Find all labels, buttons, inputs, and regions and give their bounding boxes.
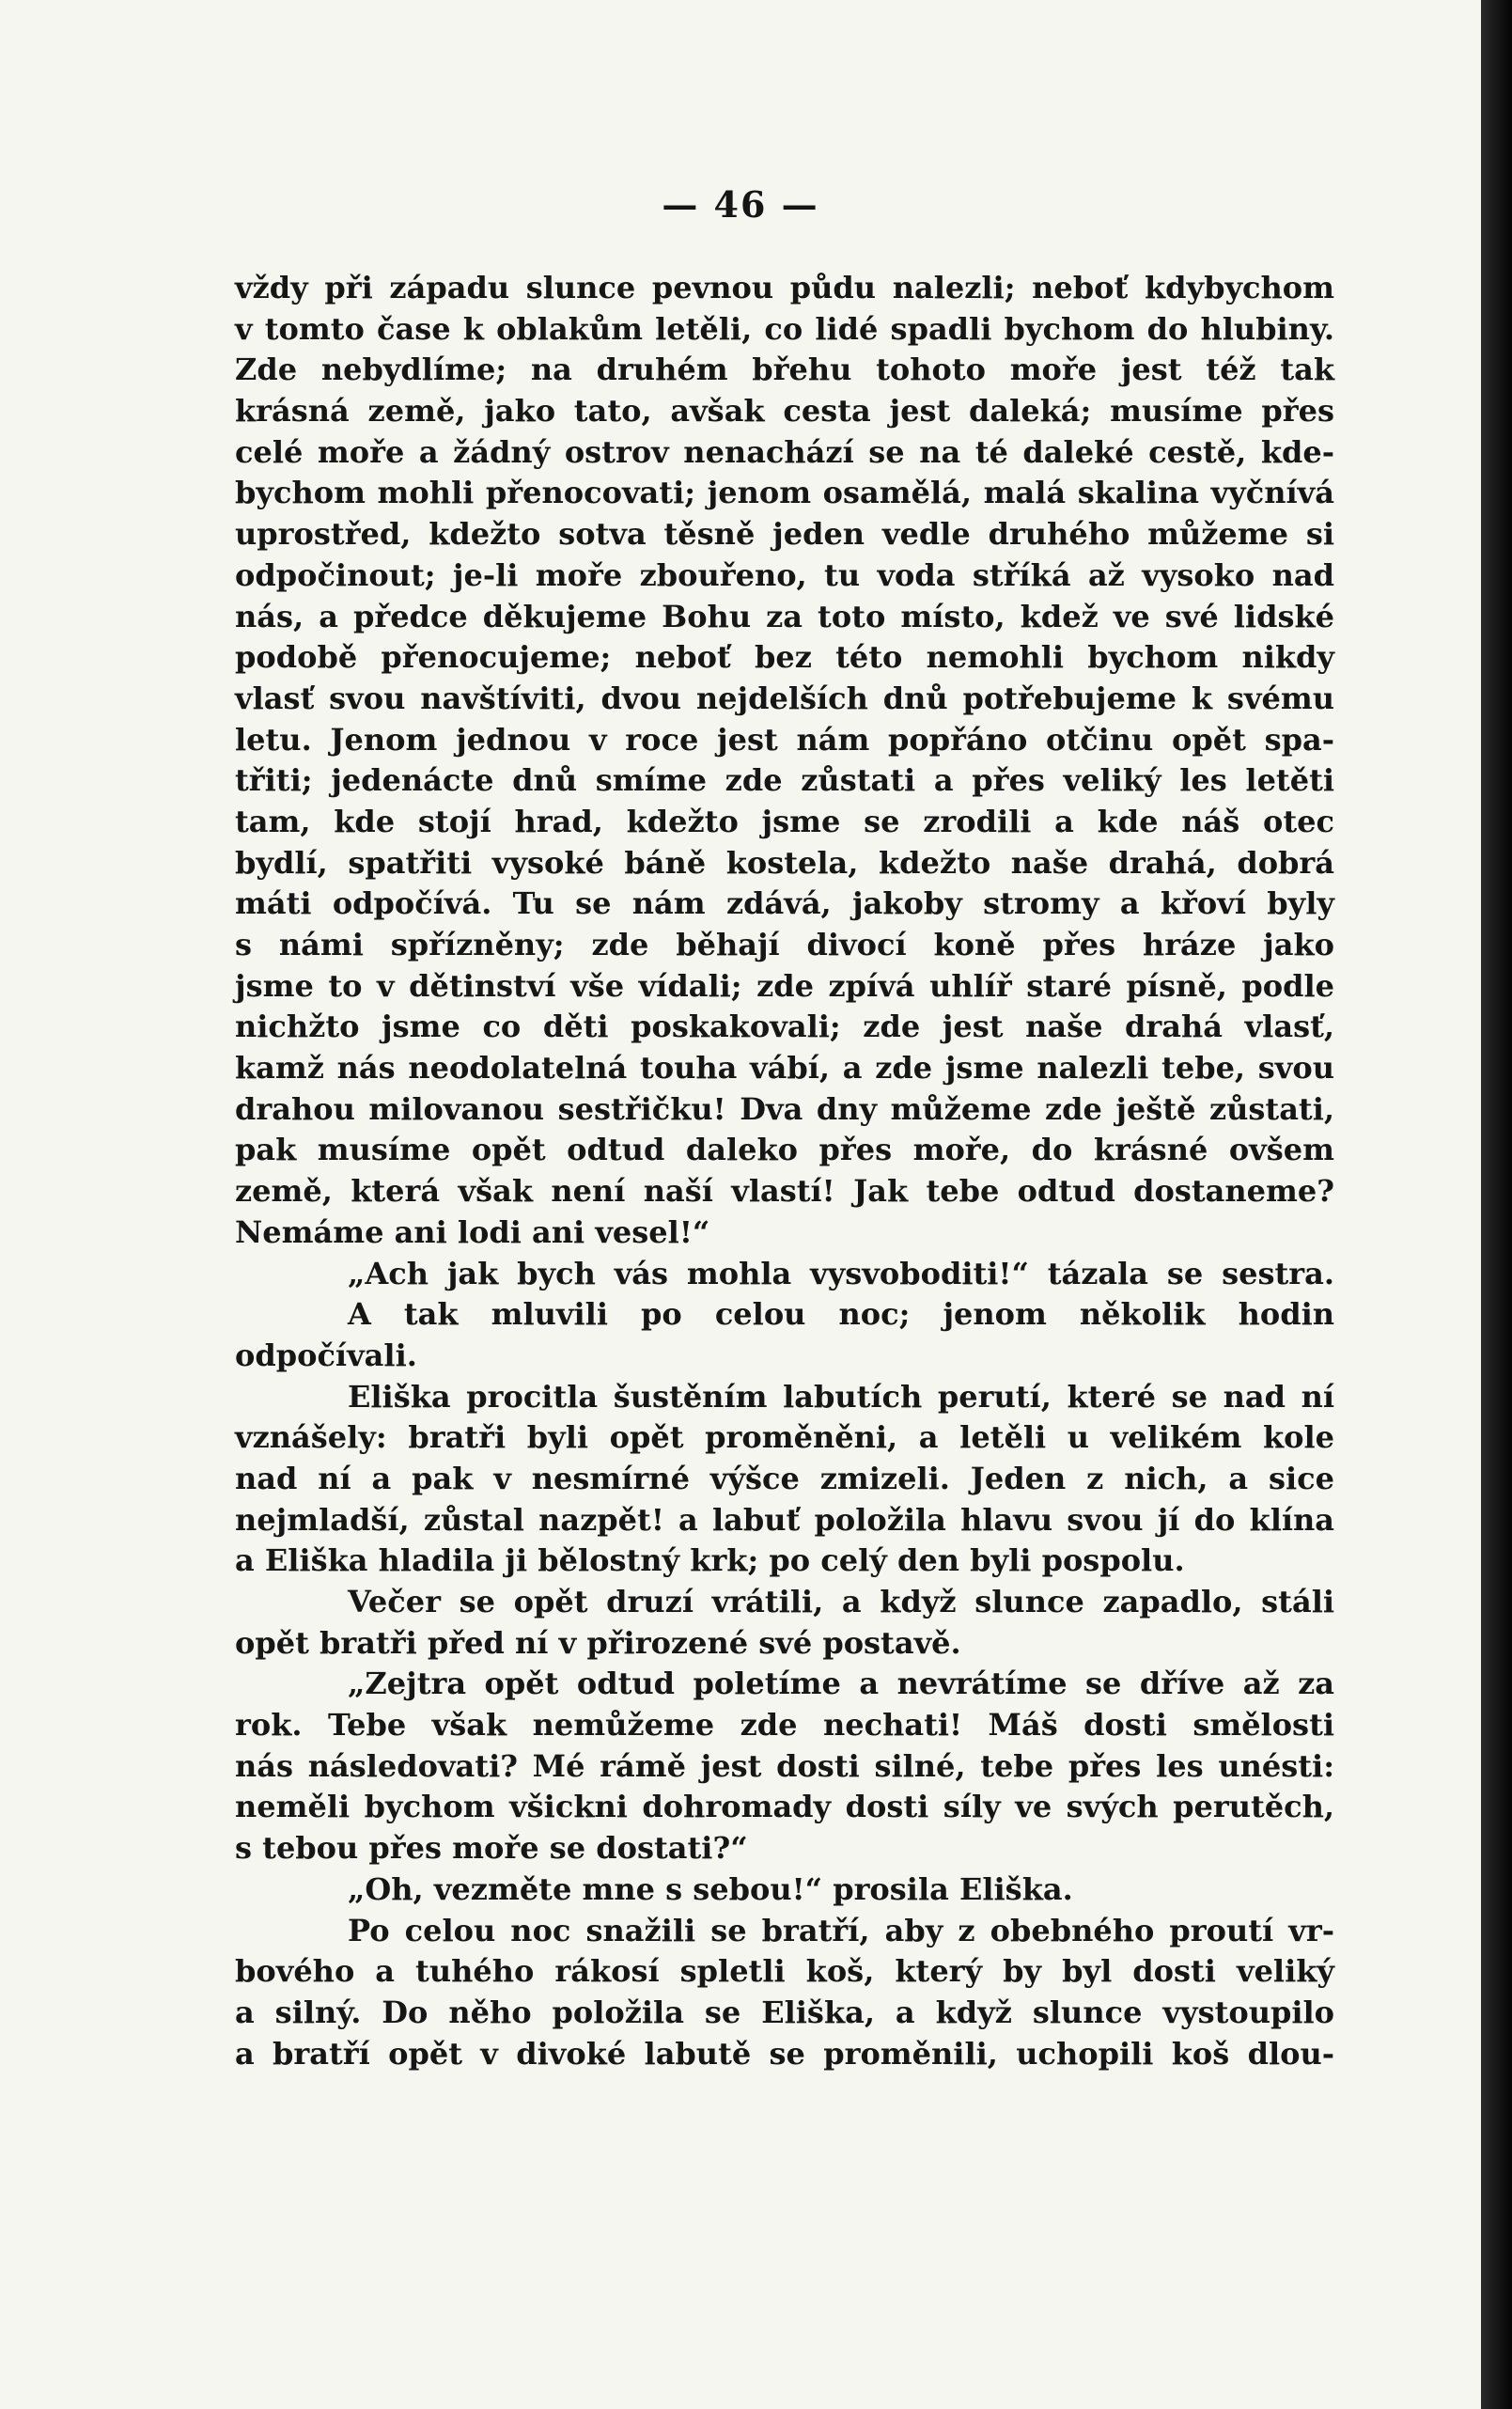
text-line: celé moře a žádný ostrov nenachází se na té daleké cestě, kde- — [235, 433, 1334, 470]
text-line: „Oh, vezměte mne s sebou!“ prosila Eliška. — [348, 1870, 1073, 1907]
text-line: uprostřed, kdežto sotva těsně jeden vedle druhého můžeme si — [235, 516, 1334, 553]
text-line: nás následovati? Mé rámě jest dosti silné, tebe přes les unésti: — [235, 1747, 1334, 1784]
text-line: letu. Jenom jednou v roce jest nám popřáno otčinu opět spa- — [235, 721, 1334, 758]
text-line: neměli bychom všickni dohromady dosti síly ve svých perutěch, — [235, 1789, 1334, 1825]
text-line: podobě přenocujeme; neboť bez této nemohli bychom nikdy — [235, 639, 1334, 676]
text-line: s tebou přes moře se dostati?“ — [235, 1830, 748, 1867]
text-line: a Eliška hladila ji bělostný krk; po celý den byli pospolu. — [235, 1542, 1185, 1579]
text-line: země, která však není naší vlastí! Jak tebe odtud dostaneme? — [235, 1173, 1334, 1210]
text-line: Zde nebydlíme; na druhém břehu tohoto moře jest též tak — [235, 352, 1334, 388]
text-line: tam, kde stojí hrad, kdežto jsme se zrodili a kde náš otec — [235, 803, 1334, 839]
text-line: jsme to v dětinství vše vídali; zde zpívá uhlíř staré písně, podle — [235, 967, 1334, 1004]
text-line: s námi spřízněny; zde běhají divocí koně přes hráze jako — [235, 927, 1334, 962]
text-line: Po celou noc snažili se bratří, aby z obebného proutí vr- — [348, 1912, 1334, 1948]
text-line: odpočívali. — [235, 1337, 417, 1373]
text-line: vznášely: bratři byli opět proměněni, a letěli u velikém kole — [235, 1419, 1334, 1456]
text-line: nichžto jsme co děti poskakovali; zde jest naše drahá vlasť, — [235, 1009, 1334, 1045]
text-line: opět bratři před ní v přirozené své postavě. — [235, 1624, 961, 1661]
text-line: Nemáme ani lodi ani vesel!“ — [235, 1213, 710, 1250]
text-line: Večer se opět druzí vrátili, a když slunce zapadlo, stáli — [348, 1584, 1334, 1619]
text-line: pak musíme opět odtud daleko přes moře, do krásné ovšem — [235, 1132, 1334, 1168]
text-line: máti odpočívá. Tu se nám zdává, jakoby stromy a křoví byly — [235, 885, 1334, 922]
text-line: nejmladší, zůstal nazpět! a labuť položila hlavu svou jí do klína — [235, 1501, 1334, 1538]
text-line: vlasť svou navštíviti, dvou nejdelších dnů potřebujeme k svému — [235, 680, 1334, 716]
scan-edge — [1481, 0, 1512, 2409]
text-line: a silný. Do něho položila se Eliška, a když slunce vystoupilo — [235, 1994, 1334, 2030]
text-line: nás, a předce děkujeme Bohu za toto místo, kdež ve své lidské — [235, 598, 1334, 634]
text-line: „Zejtra opět odtud poletíme a nevrátíme se dříve až za — [348, 1666, 1334, 1702]
text-line: kamž nás neodolatelná touha vábí, a zde jsme nalezli tebe, svou — [235, 1050, 1334, 1087]
text-line: a bratří opět v divoké labutě se proměnili, uchopili koš dlou- — [235, 2035, 1334, 2072]
text-line: bychom mohli přenocovati; jenom osamělá, malá skalina vyčnívá — [235, 475, 1334, 511]
page-number: — 46 — — [662, 183, 819, 226]
text-line: drahou milovanou sestřičku! Dva dny můžeme zde ještě zůstati, — [235, 1090, 1334, 1127]
text-line: v tomto čase k oblakům letěli, co lidé spadli bychom do hlubiny. — [235, 310, 1334, 347]
text-line: Eliška procitla šustěním labutích perutí, které se nad ní — [348, 1378, 1334, 1415]
text-line: A tak mluvili po celou noc; jenom několik hodin — [348, 1296, 1334, 1333]
text-line: nad ní a pak v nesmírné výšce zmizeli. Jeden z nich, a sice — [235, 1460, 1334, 1496]
text-line: „Ach jak bych vás mohla vysvoboditi!“ tázala se sestra. — [348, 1255, 1334, 1291]
body-text — [235, 268, 1334, 2074]
text-line: vždy při západu slunce pevnou půdu nalezli; neboť kdybychom — [235, 270, 1334, 305]
text-line: třiti; jedenácte dnů smíme zde zůstati a přes veliký les letěti — [235, 762, 1334, 799]
text-line: bydlí, spatřiti vysoké báně kostela, kdežto naše drahá, dobrá — [235, 844, 1334, 881]
text-line: rok. Tebe však nemůžeme zde nechati! Máš dosti smělosti — [235, 1707, 1334, 1744]
text-line: krásná země, jako tato, avšak cesta jest daleká; musíme přes — [235, 393, 1334, 430]
text-line: odpočinout; je-li moře zbouřeno, tu voda stříká až vysoko nad — [235, 556, 1334, 593]
text-line: bového a tuhého rákosí spletli koš, který by byl dosti veliký — [235, 1953, 1334, 1990]
